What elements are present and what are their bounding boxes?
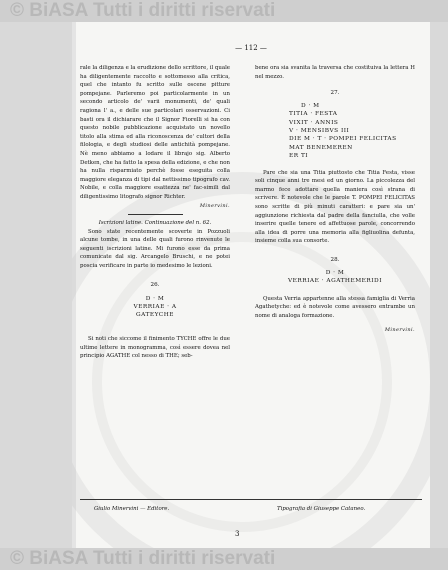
page-number: — 112 — [235,44,267,52]
signature-mark: 3 [235,530,240,538]
watermark-top [0,0,448,22]
inscription-number-27: 27. [330,90,340,97]
inscription-number-26: 26. [150,281,160,288]
divider [128,214,183,215]
inscription-line: D · M [325,269,345,276]
page-gutter [72,22,76,548]
right-column [255,64,415,335]
inscription-28 [255,269,415,285]
right-paragraph-2: Pare che sia una Titia piuttosto che Titia Festa, visse soli cinque anni tre mesi ed un giorno. La piccolezza del marmo fece adottare quella maniera così strana di scrivere. È notevole che le parole T. POMPEI FELICITAS sono scritte di più minuti caratteri: e pare sia un' aggiunzione richiesta dal padre della fanciulla, che volle inserire quelle tenere ed affettuose parole, concorrendo alla idea di porre una memoria alla figliuolina defunta, insieme colla sua consorte. [255,169,415,245]
left-paragraph-2: Sono state recentemente scoverte in Pozzuoli alcune tombe, in una delle quali furono rinvenute le seguenti iscrizioni latine. Mi furono esse da prima comunicate dal sig. Arcangelo Bruschi, e ne potei poscia verificare in parte io medesimo le lezioni. [80,228,230,270]
left-paragraph-3: Si noti che siccome il finimento TYCHE offre le due ultime lettere in monogramma, così essere dovea nel principio AGATHE col nesso di THE; seb- [80,336,230,360]
inscription-line: D · M [301,102,320,109]
right-paragraph-1: bene ora sia svanita la traversa che costituiva la lettera H nel mezzo. [255,65,415,80]
inscription-line: VERRIAE · AGATHEMERIDI [288,277,382,284]
inscription-number-28: 28. [330,256,340,263]
footer-printer: Tipografia di Giuseppe Cataneo. [277,506,366,512]
watermark-bottom [0,548,448,570]
inscription-line: VIXIT · ANNIS [289,119,339,126]
left-paragraph-1: rale la diligenza e la erudizione dello scrittore, il quale ha diligentemente raccolto e sottomesso alla critica, quel che intanto fu scritto sulle oscene pitture pompejane. Parleremo poi particolarmente in un secondo articolo de' varii monumenti, de' quali ragiona l' a., e delle sue particolari osservazioni. Ci basti ora il dichiarare che il Signor Fiorelli si ha con questo nobile pubblicazione acquistato un novello titolo alla stima ed alla riconoscenza de' cultori della filologia, e degli studiosi delle antichità pompejane. Nè meno abbiamo a lodare il librajo sig. Alberto Detken, che ha fatto la spesa della edizione, e che non ha nulla risparmiato perchè fosse eseguita colla maggiore eleganza di tipi dal nettissimo tipografo cav. Nobile, e colla maggiore esattezza ne' fac-simili dal diligentissimo litografo signor Richter. [80,65,230,200]
section-heading: Iscrizioni latine. Continuazione del n. 62. [98,220,212,227]
inscription-line: GATEYCHE [135,312,175,319]
inscription-line: DIE M · T · POMPEI FELICITAS [289,136,397,143]
watermark-text: © BiASA Tutti i diritti riservati [10,0,276,21]
inscription-line: ER TI [289,153,309,160]
inscription-line: V · MENSIBVS III [289,128,350,134]
left-column [80,64,230,361]
inscription-26 [80,295,230,319]
signature-minervini-1: Minervini. [199,202,230,209]
signature-minervini-2: Minervini. [384,327,415,334]
footer-editor: Giulio Minervini — Editore. [94,506,170,512]
right-paragraph-3: Questa Verria appartenne alla stessa famiglia di Verria Agathetyche: ed è notevole come avessero entrambe un nome di analoga formazione. [255,295,415,319]
document-page [72,22,430,548]
footer-rule [80,499,422,500]
inscription-line: TITIA · FESTA [289,111,338,118]
inscription-27 [289,102,415,161]
inscription-line: VERRIAE · A [133,304,177,311]
watermark-text: © BiASA Tutti i diritti riservati [10,548,276,569]
inscription-line: D · M [145,296,165,303]
inscription-line: MAT BENEMEREN [289,144,353,151]
